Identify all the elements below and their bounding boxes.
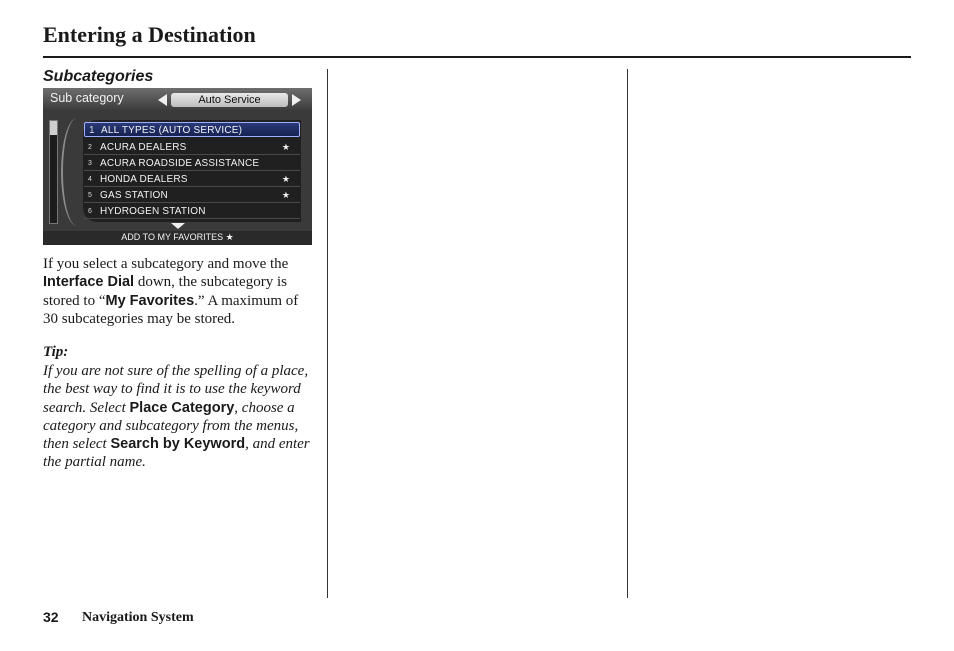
list-item-number: 6 [88,208,92,215]
body-text: .” A maximum of 30 subcategories may be stored. [43,292,299,327]
star-icon: ★ [281,142,290,152]
arrow-left-icon[interactable] [158,94,167,106]
tip-label: Tip: [43,344,69,360]
arrow-right-icon[interactable] [292,94,301,106]
footer-title: Navigation System [82,610,194,625]
scroll-down-icon[interactable] [171,223,185,229]
list-item-label: ACURA ROADSIDE ASSISTANCE [100,158,260,169]
list-item[interactable] [84,188,300,203]
add-to-favorites-label: ADD TO MY FAVORITES ★ [121,232,234,242]
list-item[interactable] [84,204,300,219]
tip-text: , and enter the partial name. [43,436,310,471]
star-icon: ★ [281,190,290,200]
body-paragraph [43,255,315,328]
page-title: Entering a Destination [43,22,256,47]
list-item-number: 5 [88,192,92,199]
page-number: 32 [43,609,59,625]
list-item-number: 2 [88,144,92,151]
list-item-label: ALL TYPES (AUTO SERVICE) [101,125,243,136]
list-item-number: 1 [89,125,95,136]
body-text: If you select a subcategory and move the [43,256,289,272]
list-item-label: HONDA DEALERS [100,174,188,185]
place-category-term: Place Category [129,399,235,416]
list-item-label: GAS STATION [100,190,168,201]
list-item-label: ACURA DEALERS [100,142,187,153]
section-heading: Subcategories [43,68,154,85]
list-item[interactable] [84,156,300,171]
list-item-number: 4 [88,176,92,183]
interface-dial-term: Interface Dial [43,274,135,291]
title-rule [43,56,911,58]
body-text: down, the subcategory is stored to “ [43,274,287,309]
list-item[interactable] [84,140,300,155]
scrollbar[interactable] [49,120,58,224]
screen-header-label: Sub category [50,91,124,105]
search-by-keyword-term: Search by Keyword [110,436,246,453]
star-icon: ★ [281,174,290,184]
scrollbar-thumb[interactable] [50,121,57,135]
list-item-number: 3 [88,160,92,167]
screen-footer [43,231,312,245]
tip-paragraph [43,362,315,472]
tip-text: , choose a category and subcategory from the menus, then select [43,399,299,453]
category-selector[interactable]: Auto Service [171,93,288,107]
list-item[interactable] [84,122,300,137]
column-divider-1 [327,69,328,598]
screen-header [43,88,312,110]
column-divider-2 [627,69,628,598]
my-favorites-term: My Favorites [105,292,195,309]
tip-text: If you are not sure of the spelling of a place, the best way to find it is to use the keyword search. Select [43,363,309,416]
navigation-screen [43,88,312,245]
list-item[interactable] [84,172,300,187]
list-item-label: HYDROGEN STATION [100,206,206,217]
